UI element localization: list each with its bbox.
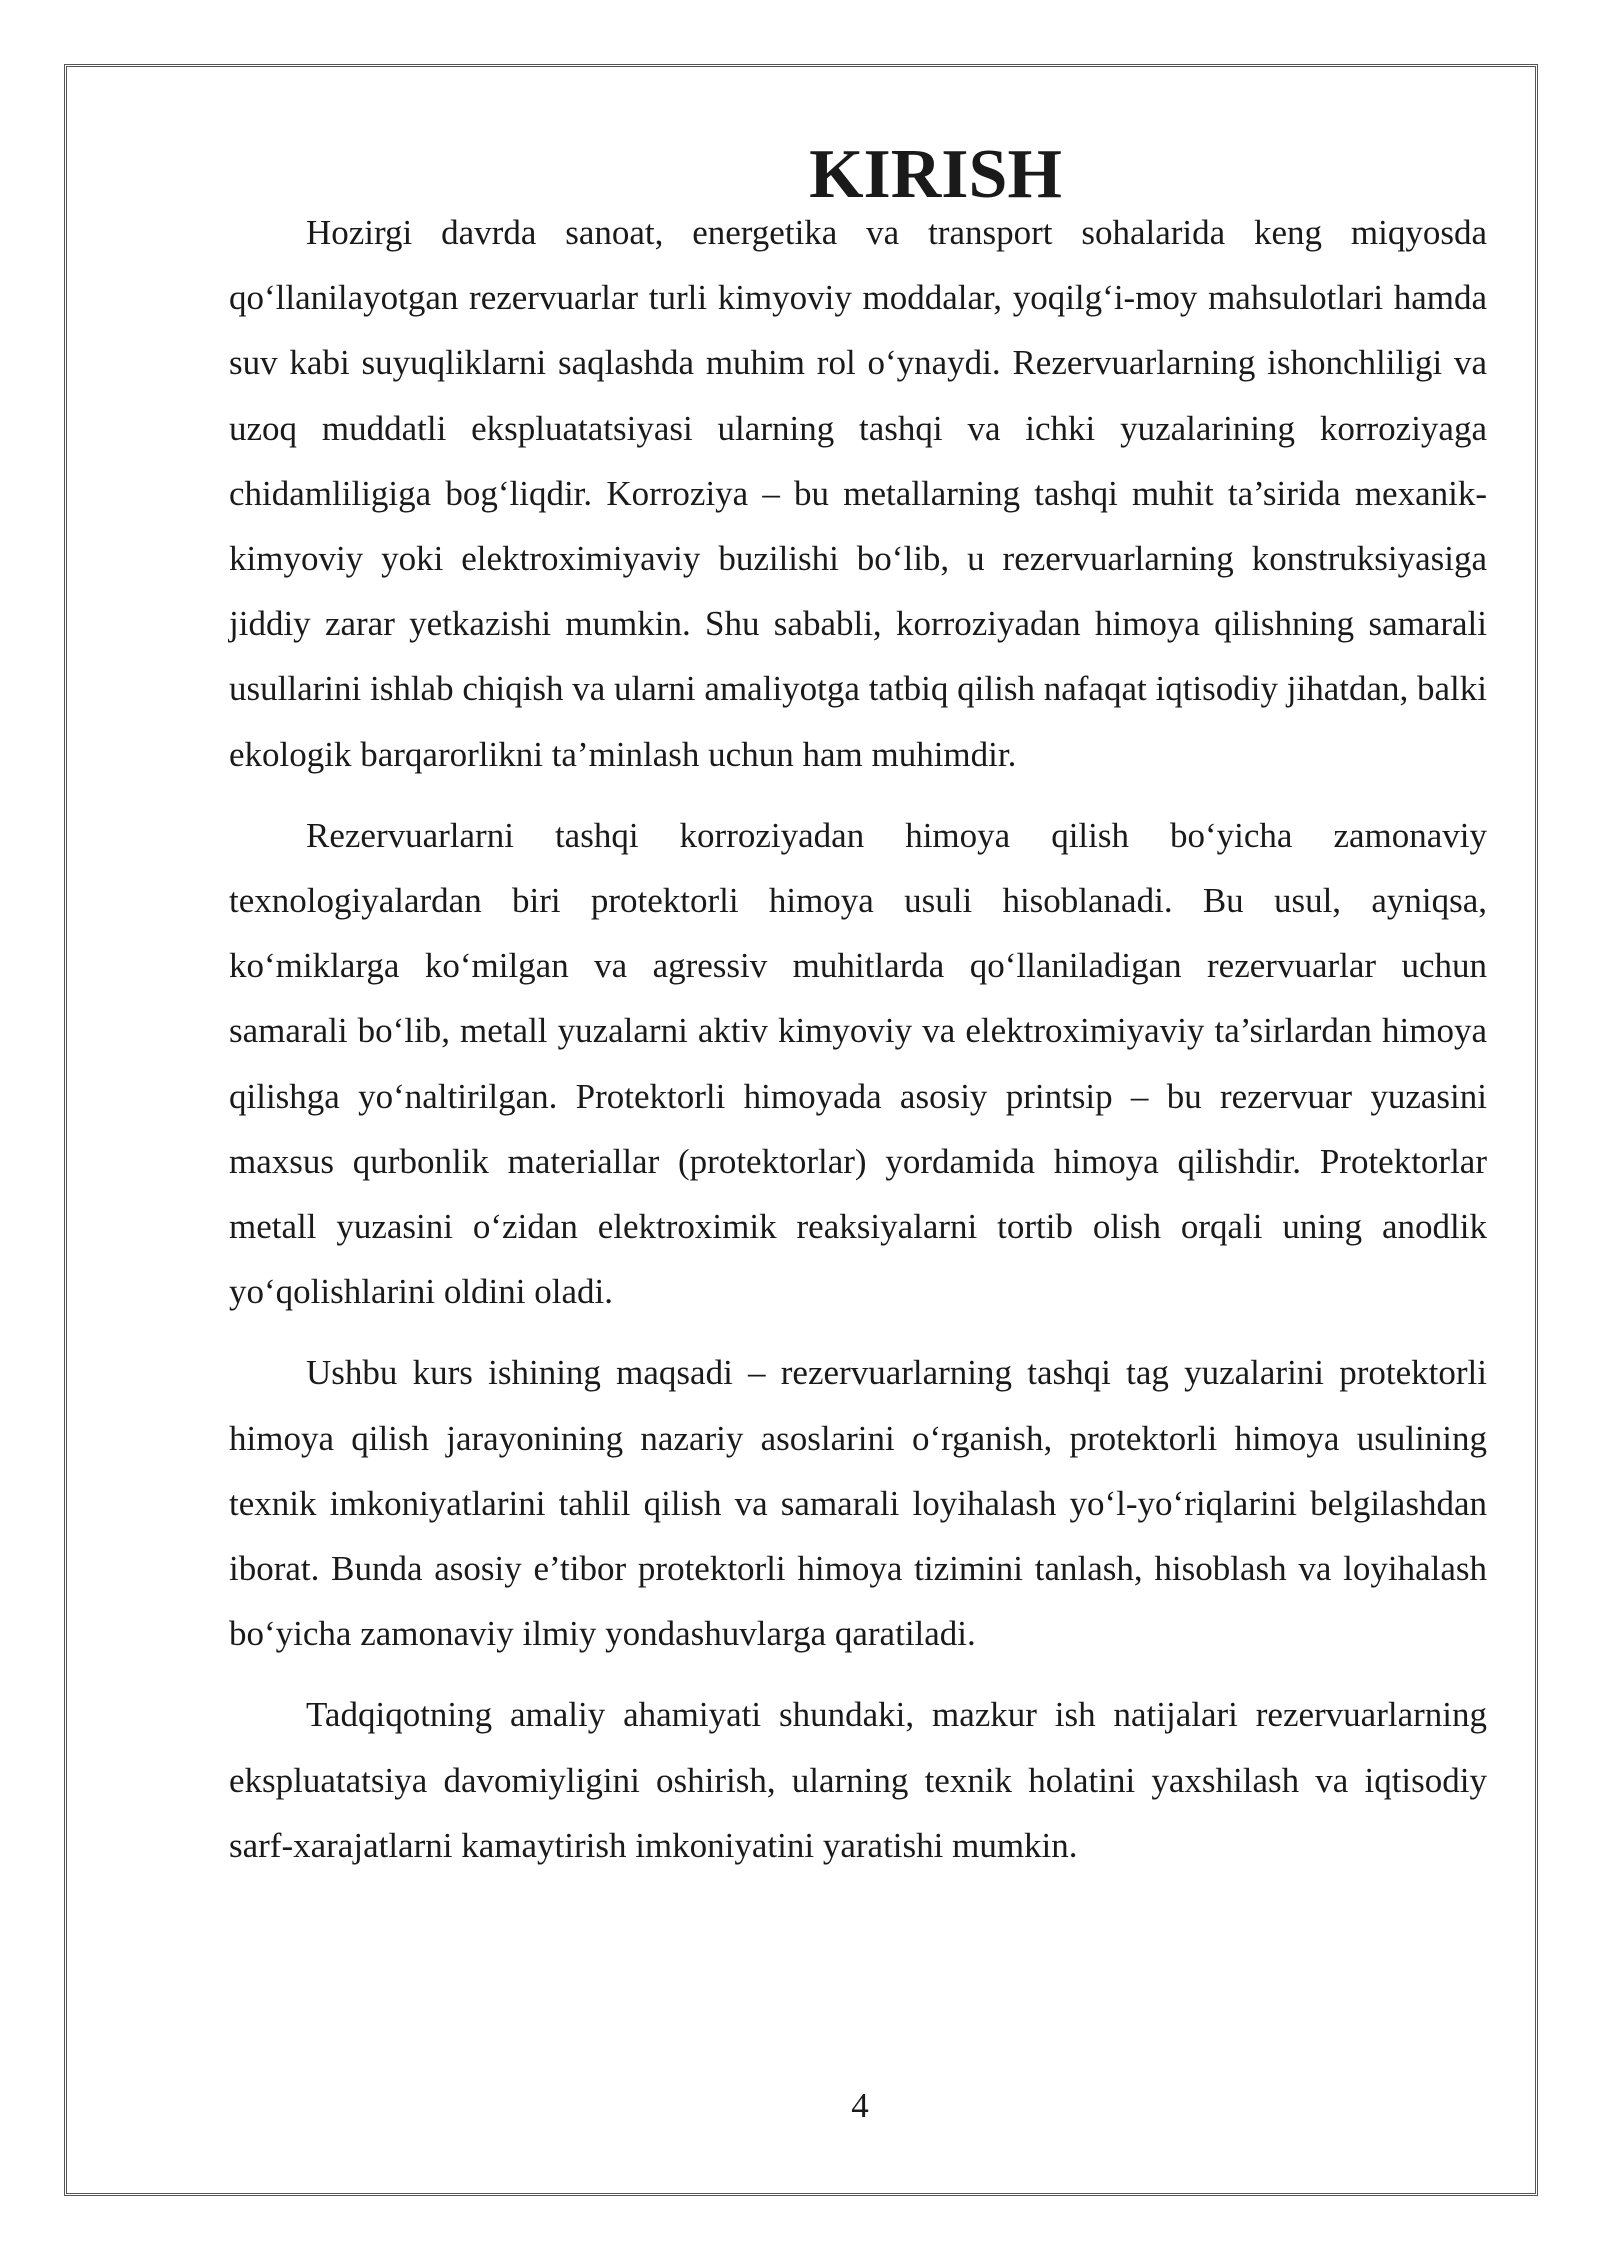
- document-body: [229, 136, 1487, 1894]
- paragraph-2: Rezervuarlarni tashqi korroziyadan himoya qilish bo‘yicha zamonaviy texnologiyalardan biri protektorli himoya usuli hisoblanadi. Bu usul, ayniqsa, ko‘miklarga ko‘milgan va agressiv muhitlarda qo‘llaniladigan rezervuarlar uchun samarali bo‘lib, metall yuzalarni aktiv kimyoviy va elektroximiyaviy ta’sirlardan himoya qilishga yo‘naltirilgan. Protektorli himoyada asosiy printsip – bu rezervuar yuzasini maxsus qurbonlik materiallar (protektorlar) yordamida himoya qilishdir. Protektorlar metall yuzasini o‘zidan elektroximik reaksiyalarni tortib olish orqali uning anodlik yo‘qolishlarini oldini oladi.: [229, 815, 1487, 1312]
- paragraph-1: Hozirgi davrda sanoat, energetika va transport sohalarida keng miqyosda qo‘llanilayotgan rezervuarlar turli kimyoviy moddalar, yoqilg‘i-moy mahsulotlari hamda suv kabi suyuqliklarni saqlashda muhim rol o‘ynaydi. Rezervuarlarning ishonchliligi va uzoq muddatli ekspluatatsiyasi ularning tashqi va ichki yuzalarining korroziyaga chidamliligiga bog‘liqdir. Korroziya – bu metallarning tashqi muhit ta’sirida mexanik-kimyoviy yoki elektroximiyaviy buzilishi bo‘lib, u rezervuarlarning konstruksiyasiga jiddiy zarar yetkazishi mumkin. Shu sababli, korroziyadan himoya qilishning samarali usullarini ishlab chiqish va ularni amaliyotga tatbiq qilish nafaqat iqtisodiy jihatdan, balki ekologik barqarorlikni ta’minlash uchun ham muhimdir.: [229, 213, 1487, 774]
- page-number: 4: [851, 2086, 869, 2125]
- paragraph-3: Ushbu kurs ishining maqsadi – rezervuarlarning tashqi tag yuzalarini protektorli himoya qilish jarayonining nazariy asoslarini o‘rganish, protektorli himoya usulining texnik imkoniyatlarini tahlil qilish va samarali loyihalash yo‘l-yo‘riqlarini belgilashdan iborat. Bunda asosiy e’tibor protektorli himoya tizimini tanlash, hisoblash va loyihalash bo‘yicha zamonaviy ilmiy yondashuvlarga qaratiladi.: [229, 1353, 1487, 1654]
- paragraph-4: Tadqiqotning amaliy ahamiyati shundaki, mazkur ish natijalari rezervuarlarning ekspluatatsiya davomiyligini oshirish, ularning texnik holatini yaxshilash va iqtisodiy sarf-xarajatlarni kamaytirish imkoniyatini yaratishi mumkin.: [229, 1695, 1487, 1865]
- section-title: KIRISH: [809, 136, 1062, 213]
